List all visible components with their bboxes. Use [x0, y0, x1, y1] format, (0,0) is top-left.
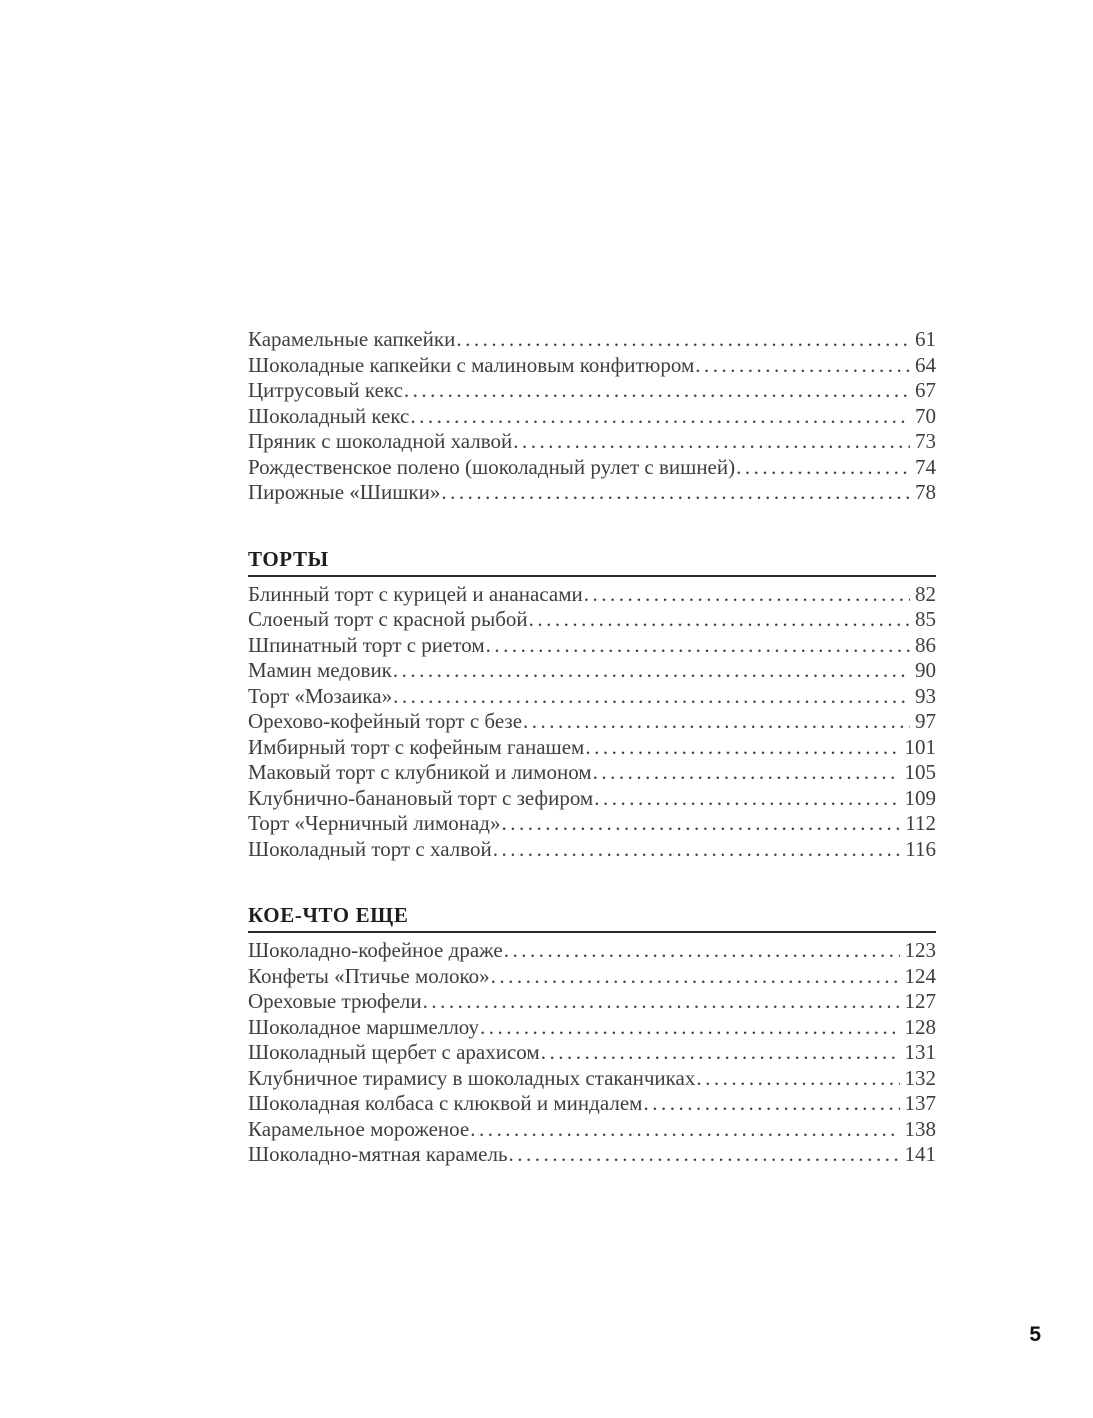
dot-leader: [594, 786, 899, 812]
toc-entry-title: Шоколадное маршмеллоу: [248, 1014, 479, 1039]
toc-entry-title: Шоколадный торт с халвой: [248, 836, 492, 861]
toc-section: [248, 546, 936, 863]
toc-entry-title: Карамельные капкейки: [248, 327, 456, 351]
toc-entry-page-number: 105: [904, 760, 936, 784]
dot-leader: [493, 837, 901, 863]
toc-entry-title: Пирожные «Шишки»: [248, 480, 441, 504]
toc-entry: [248, 607, 936, 633]
toc-entry: [248, 480, 936, 506]
dot-leader: [441, 480, 910, 506]
toc-entry: [248, 1091, 936, 1117]
toc-entry-title: Шпинатный торт с риетом: [248, 632, 485, 657]
toc-entry: [248, 455, 936, 481]
dot-leader: [523, 709, 910, 735]
section-divider: [248, 931, 936, 933]
toc-entry: [248, 837, 936, 863]
toc-entry-title: Клубнично-банановый торт с зефиром: [248, 785, 594, 810]
toc-entry: [248, 684, 936, 710]
toc-entry: [248, 811, 936, 837]
toc-entry-page-number: 97: [915, 709, 936, 733]
toc-entry-page-number: 141: [904, 1142, 936, 1166]
section-header: ТОРТЫ: [248, 546, 329, 571]
toc-entry: [248, 760, 936, 786]
dot-leader: [456, 327, 910, 353]
toc-entry-page-number: 112: [905, 811, 936, 835]
section-divider: [248, 575, 936, 577]
toc-entry: [248, 735, 936, 761]
toc-entry-title: Блинный торт с курицей и ананасами: [248, 581, 583, 606]
dot-leader: [584, 582, 910, 608]
toc-entry: [248, 658, 936, 684]
toc-entry-title: Шоколадный щербет с арахисом: [248, 1040, 540, 1064]
toc-entry: [248, 378, 936, 404]
toc-entry: [248, 582, 936, 608]
dot-leader: [643, 1091, 899, 1117]
toc-entry-page-number: 132: [904, 1065, 936, 1090]
toc-entry-title: Шоколадная колбаса с клюквой и миндалем: [248, 1091, 643, 1115]
toc-entry-page-number: 61: [915, 327, 936, 351]
toc-entry-title: Торт «Мозаика»: [248, 683, 393, 708]
dot-leader: [480, 1015, 900, 1041]
toc-entry-page-number: 123: [904, 938, 936, 962]
section-header: КОЕ-ЧТО ЕЩЕ: [248, 903, 409, 927]
toc-entry: [248, 1040, 936, 1066]
dot-leader: [509, 1142, 900, 1168]
dot-leader: [504, 938, 900, 964]
dot-leader: [736, 455, 910, 481]
toc-entry-page-number: 90: [915, 658, 936, 682]
dot-leader: [593, 760, 900, 786]
dot-leader: [513, 429, 910, 455]
dot-leader: [696, 1066, 899, 1092]
toc-entry-page-number: 73: [915, 429, 936, 453]
toc-entry-page-number: 67: [915, 378, 936, 402]
dot-leader: [695, 353, 910, 379]
dot-leader: [486, 633, 910, 659]
table-of-contents: [248, 327, 936, 1168]
toc-entry-page-number: 138: [904, 1116, 936, 1141]
dot-leader: [470, 1117, 899, 1143]
toc-entry: [248, 989, 936, 1015]
toc-entry: [248, 1117, 936, 1143]
dot-leader: [404, 378, 910, 404]
toc-entry-title: Слоеный торт с красной рыбой: [248, 607, 528, 631]
toc-entry-page-number: 64: [915, 352, 936, 377]
toc-entry: [248, 404, 936, 430]
toc-entry: [248, 709, 936, 735]
toc-entry-title: Шоколадный кекс: [248, 403, 410, 428]
toc-entry-title: Пряник с шоколадной халвой: [248, 429, 513, 453]
dot-leader: [585, 735, 899, 761]
toc-section: [248, 902, 936, 1168]
page-number: 5: [1029, 1323, 1041, 1346]
toc-entry-title: Шоколадные капкейки с малиновым конфитюром: [248, 352, 695, 377]
toc-entry-page-number: 131: [904, 1040, 936, 1064]
dot-leader: [502, 811, 901, 837]
toc-entry-page-number: 127: [904, 989, 936, 1013]
toc-entry: [248, 633, 936, 659]
toc-entry-page-number: 74: [915, 454, 936, 479]
toc-entry-title: Мамин медовик: [248, 658, 392, 682]
dot-leader: [423, 989, 900, 1015]
toc-entry-title: Имбирный торт с кофейным ганашем: [248, 734, 585, 759]
toc-entry-title: Шоколадно-кофейное драже: [248, 938, 503, 962]
toc-entry-page-number: 78: [915, 480, 936, 504]
toc-entry-page-number: 70: [915, 403, 936, 428]
dot-leader: [393, 658, 910, 684]
toc-entry-title: Рождественское полено (шоколадный рулет с вишней): [248, 454, 736, 479]
toc-entry-page-number: 137: [904, 1091, 936, 1115]
toc-entry-title: Шоколадно-мятная карамель: [248, 1142, 508, 1166]
toc-entry-title: Карамельное мороженое: [248, 1116, 470, 1141]
dot-leader: [491, 964, 900, 990]
toc-entry-title: Конфеты «Птичье молоко»: [248, 963, 490, 988]
toc-entry-page-number: 124: [904, 963, 936, 988]
toc-entry-title: Цитрусовый кекс: [248, 378, 403, 402]
dot-leader: [393, 684, 910, 710]
toc-entry-title: Орехово-кофейный торт с безе: [248, 709, 523, 733]
toc-entry-page-number: 116: [905, 836, 936, 861]
dot-leader: [541, 1040, 900, 1066]
toc-entry: [248, 964, 936, 990]
toc-entry-page-number: 86: [915, 632, 936, 657]
toc-entry: [248, 1142, 936, 1168]
toc-entry-page-number: 82: [915, 581, 936, 606]
toc-entry-page-number: 109: [904, 785, 936, 810]
toc-entry: [248, 938, 936, 964]
toc-entry-title: Ореховые трюфели: [248, 989, 422, 1013]
toc-entry: [248, 786, 936, 812]
toc-entry-page-number: 93: [915, 683, 936, 708]
toc-entry: [248, 1066, 936, 1092]
toc-entry: [248, 353, 936, 379]
dot-leader: [410, 404, 910, 430]
toc-entry-title: Маковый торт с клубникой и лимоном: [248, 760, 592, 784]
dot-leader: [529, 607, 910, 633]
toc-entry: [248, 429, 936, 455]
toc-entry: [248, 1015, 936, 1041]
toc-entry-title: Торт «Черничный лимонад»: [248, 811, 501, 835]
toc-section: [248, 327, 936, 506]
toc-entry: [248, 327, 936, 353]
toc-entry-page-number: 101: [904, 734, 936, 759]
toc-entry-title: Клубничное тирамису в шоколадных стаканчиках: [248, 1065, 696, 1090]
toc-entry-page-number: 128: [904, 1014, 936, 1039]
toc-entry-page-number: 85: [915, 607, 936, 631]
